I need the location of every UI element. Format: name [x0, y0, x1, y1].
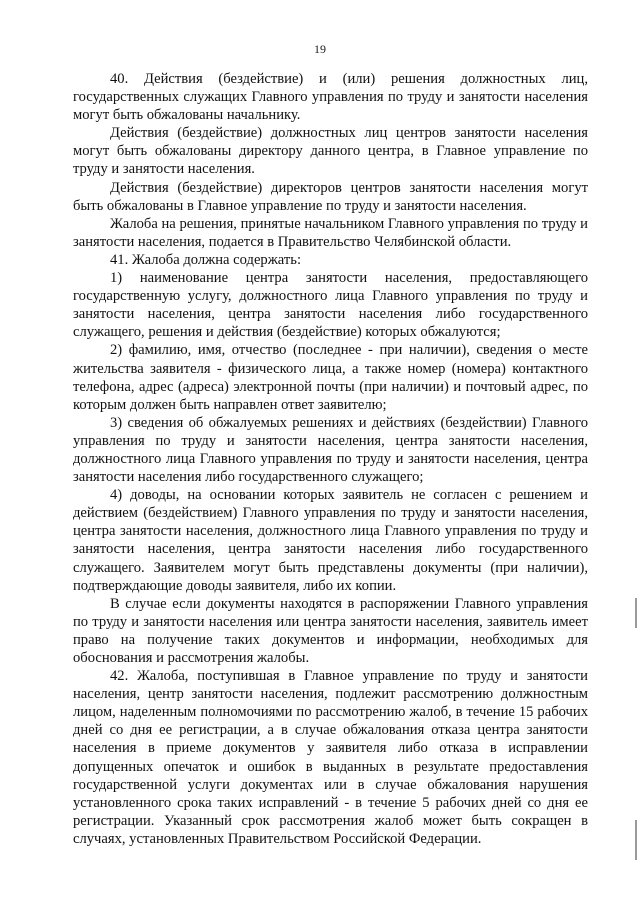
- paragraph-40: 40. Действия (бездействие) и (или) решения должностных лиц, государственных служащих Главного управления по труду и занятости населения могут быть обжалованы начальнику.: [73, 71, 588, 124]
- paragraph-42: 42. Жалоба, поступившая в Главное управление по труду и занятости населения, центр занятости населения, подлежит рассмотрению должностным лицом, наделенным полномочиями по рассмотрению жалоб, в течение 15 рабочих дней со дня ее регистрации, а в случае обжалования отказа центра занятости населения в приеме документов у заявителя либо отказа в исправлении допущенных опечаток и ошибок в выданных в результате предоставления государственной услуги документах или в случае обжалования нарушения установленного срока таких исправлений - в течение 5 рабочих дней со дня ее регистрации. Указанный срок рассмотрения жалоб может быть сокращен в случаях, установленных Правительством Российской Федерации.: [73, 668, 588, 847]
- scan-edge-mark: [635, 598, 637, 628]
- paragraph-40-directors-staff: Действия (бездействие) должностных лиц центров занятости населения могут быть обжалованы директору данного центра, в Главное управление по труду и занятости населения.: [73, 125, 588, 178]
- paragraph-41-documents: В случае если документы находятся в распоряжении Главного управления по труду и занятости населения или центра занятости населения, заявитель имеет право на получение таких документов и информации, необходимых для обоснования и рассмотрения жалобы.: [73, 595, 588, 666]
- scan-edge-mark: [635, 820, 637, 860]
- paragraph-41-item-3: 3) сведения об обжалуемых решениях и действиях (бездействии) Главного управления по труду и занятости населения, центра занятости населения, должностного лица Главного управления по труду и занятости населения, центра занятости населения либо государственного служащего;: [73, 414, 588, 486]
- paragraph-41-heading: 41. Жалоба должна содержать:: [110, 251, 301, 268]
- paragraph-41-item-2: 2) фамилию, имя, отчество (последнее - при наличии), сведения о месте жительства заявителя - физического лица, а также номер (номера) контактного телефона, адрес (адреса) электронной почты (при наличии) и почтовый адрес, по которым должен быть направлен ответ заявителю;: [73, 342, 588, 413]
- page-number: 19: [314, 42, 326, 56]
- paragraph-40-complaint-government: Жалоба на решения, принятые начальником Главного управления по труду и занятости населения, подается в Правительство Челябинской области.: [73, 215, 588, 250]
- paragraph-40-directors: Действия (бездействие) директоров центров занятости населения могут быть обжалованы в Главное управление по труду и занятости населения.: [73, 179, 588, 214]
- document-body: [73, 70, 588, 848]
- paragraph-41-item-1: 1) наименование центра занятости населения, предоставляющего государственную услугу, должностного лица Главного управления по труду и занятости населения, центра занятости населения либо государственного служащего, решения и действия (бездействие) которых обжалуются;: [73, 270, 588, 341]
- paragraph-41-item-4: 4) доводы, на основании которых заявитель не согласен с решением и действием (бездействием) Главного управления по труду и занятости населения, центра занятости населения, должностного лица Главного управления по труду и занятости населения, центра занятости населения либо государственного служащего. Заявителем могут быть представлены документы (при наличии), подтверждающие доводы заявителя, либо их копии.: [73, 487, 588, 594]
